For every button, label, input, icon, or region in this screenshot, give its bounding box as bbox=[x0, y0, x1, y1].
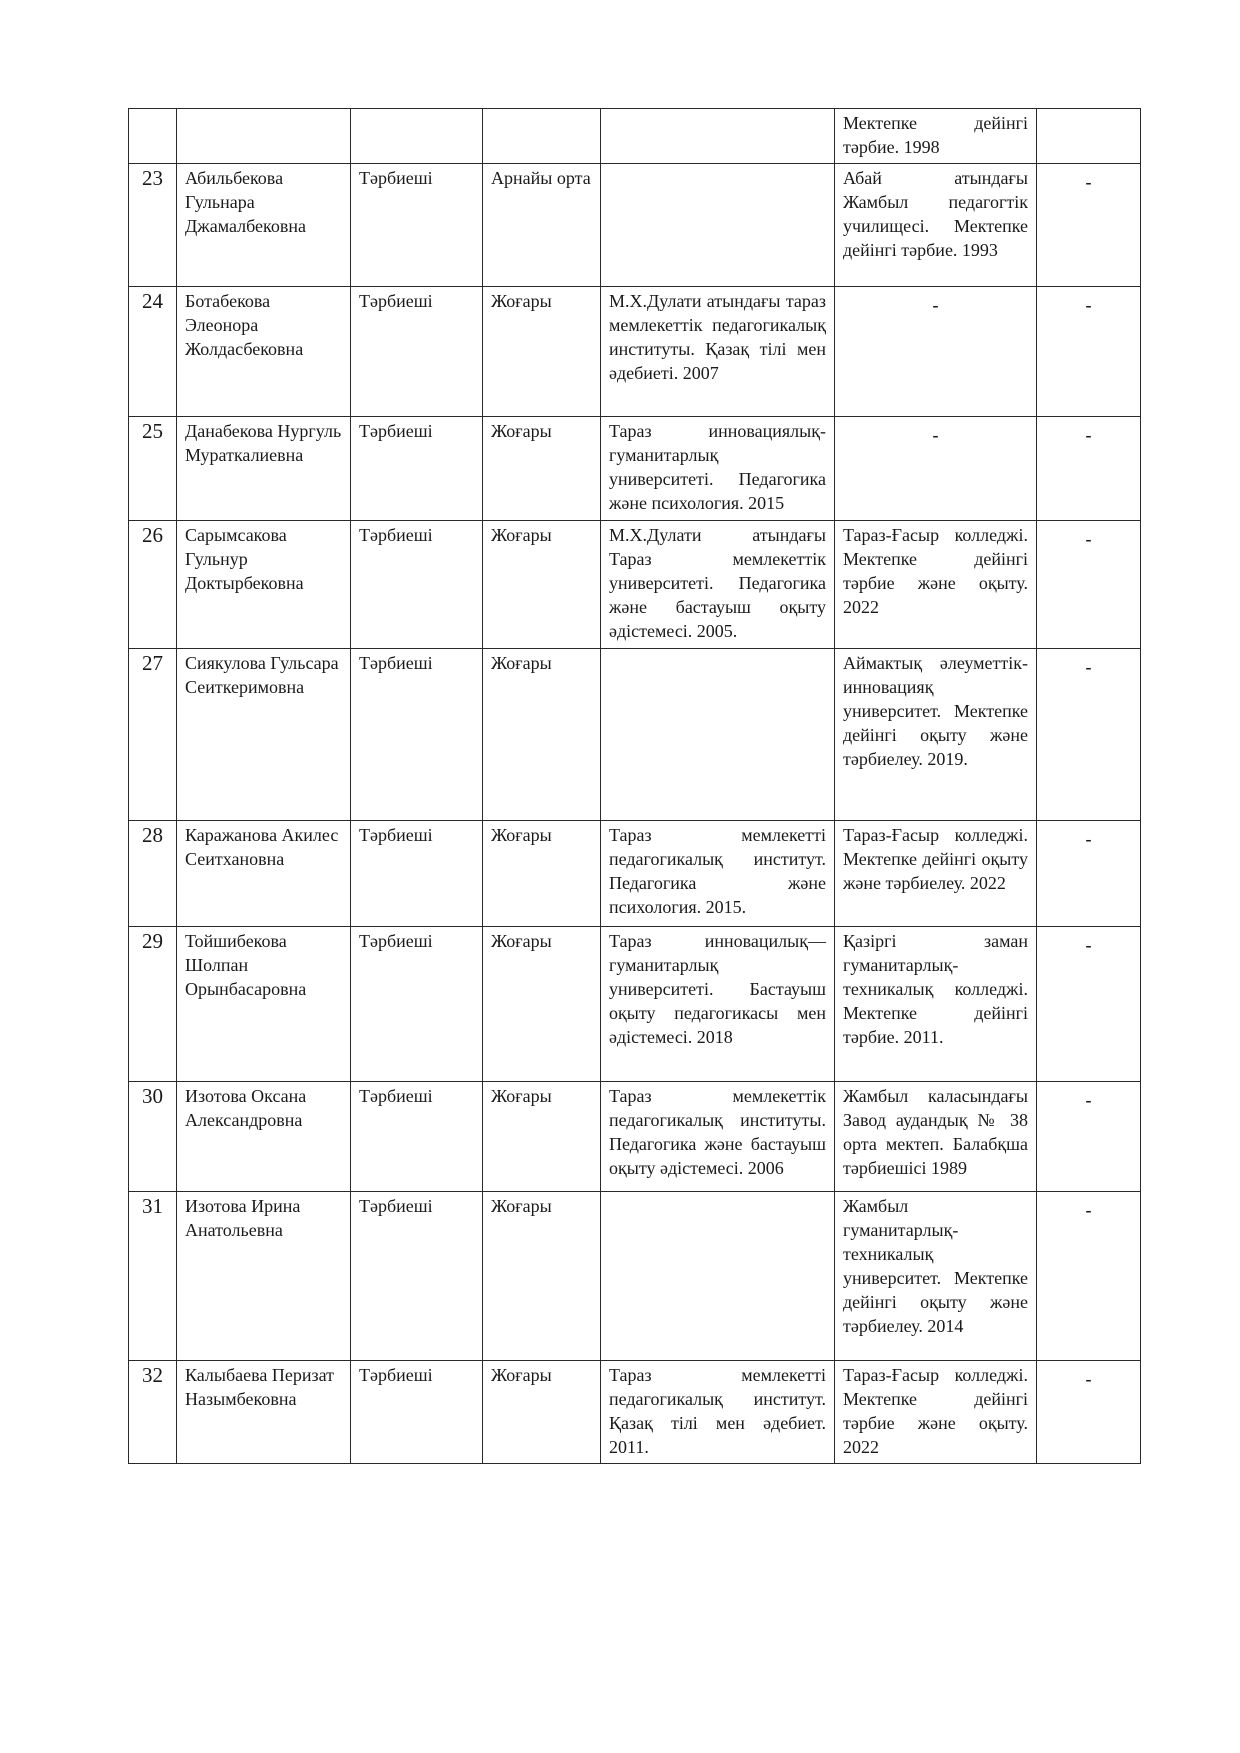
cell-name: Каражанова Акилес Сеитхановна bbox=[177, 821, 351, 927]
cell-number: 25 bbox=[129, 417, 177, 521]
table-row bbox=[129, 1082, 1141, 1192]
cell-note bbox=[1037, 417, 1141, 521]
cell-vocational-institution: Жамбыл гуманитарлық-техникалық университет. Мектепке дейінгі оқыту және тәрбиелеу. 2014 bbox=[835, 1192, 1037, 1361]
cell-number: 24 bbox=[129, 287, 177, 417]
cell-number: 26 bbox=[129, 521, 177, 649]
cell-vocational-institution bbox=[835, 417, 1037, 521]
cell-position: Тәрбиеші bbox=[351, 1082, 483, 1192]
cell-higher-institution: М.Х.Дулати атындағы Тараз мемлекеттік университеті. Педагогика және бастауыш оқыту әдістемесі. 2005. bbox=[601, 521, 835, 649]
table-row bbox=[129, 1192, 1141, 1361]
table-row bbox=[129, 417, 1141, 521]
cell-vocational-institution bbox=[835, 287, 1037, 417]
cell-number: 31 bbox=[129, 1192, 177, 1361]
cell-number: 29 bbox=[129, 927, 177, 1082]
cell-note bbox=[1037, 521, 1141, 649]
cell-education: Жоғары bbox=[483, 1361, 601, 1464]
cell-education: Жоғары bbox=[483, 417, 601, 521]
cell-position: Тәрбиеші bbox=[351, 287, 483, 417]
cell-position: Тәрбиеші bbox=[351, 1192, 483, 1361]
cell-name: Сарымсакова Гульнур Доктырбековна bbox=[177, 521, 351, 649]
cell-position bbox=[351, 109, 483, 164]
cell-note bbox=[1037, 927, 1141, 1082]
cell-education: Жоғары bbox=[483, 287, 601, 417]
cell-vocational-institution: Аймактық әлеуметтік-инновацияқ университет. Мектепке дейінгі оқыту және тәрбиелеу. 2019. bbox=[835, 649, 1037, 821]
dash-mark: - bbox=[932, 295, 939, 315]
cell-position: Тәрбиеші bbox=[351, 164, 483, 287]
table-row bbox=[129, 927, 1141, 1082]
table-row bbox=[129, 164, 1141, 287]
cell-number: 27 bbox=[129, 649, 177, 821]
dash-mark: - bbox=[1085, 1090, 1092, 1110]
cell-education: Жоғары bbox=[483, 521, 601, 649]
cell-vocational-institution: Тараз-Ғасыр колледжі. Мектепке дейінгі тәрбие және оқыту. 2022 bbox=[835, 521, 1037, 649]
dash-mark: - bbox=[1085, 295, 1092, 315]
cell-higher-institution: Тараз инновациялық-гуманитарлық университеті. Педагогика және психология. 2015 bbox=[601, 417, 835, 521]
cell-vocational-institution: Абай атындағы Жамбыл педагогтік училищесі. Мектепке дейінгі тәрбие. 1993 bbox=[835, 164, 1037, 287]
cell-education: Жоғары bbox=[483, 821, 601, 927]
cell-note bbox=[1037, 287, 1141, 417]
dash-mark: - bbox=[1085, 529, 1092, 549]
cell-education: Жоғары bbox=[483, 649, 601, 821]
cell-name: Изотова Оксана Александровна bbox=[177, 1082, 351, 1192]
table-row bbox=[129, 1361, 1141, 1464]
table-row bbox=[129, 821, 1141, 927]
dash-mark: - bbox=[1085, 657, 1092, 677]
cell-higher-institution bbox=[601, 109, 835, 164]
cell-position: Тәрбиеші bbox=[351, 927, 483, 1082]
table-row bbox=[129, 521, 1141, 649]
cell-higher-institution: Тараз мемлекеттік педагогикалық институты. Педагогика және бастауыш оқыту әдістемесі. 2006 bbox=[601, 1082, 835, 1192]
cell-name: Ботабекова Элеонора Жолдасбековна bbox=[177, 287, 351, 417]
cell-higher-institution: Тараз мемлекетті педагогикалық институт. Педагогика және психология. 2015. bbox=[601, 821, 835, 927]
table-row bbox=[129, 287, 1141, 417]
cell-higher-institution bbox=[601, 1192, 835, 1361]
cell-higher-institution: Тараз мемлекетті педагогикалық институт. Қазақ тілі мен әдебиет. 2011. bbox=[601, 1361, 835, 1464]
dash-mark: - bbox=[1085, 1369, 1092, 1389]
cell-vocational-institution: Мектепке дейінгі тәрбие. 1998 bbox=[835, 109, 1037, 164]
dash-mark: - bbox=[1085, 425, 1092, 445]
table-row bbox=[129, 649, 1141, 821]
dash-mark: - bbox=[1085, 1200, 1092, 1220]
cell-education bbox=[483, 109, 601, 164]
cell-vocational-institution: Қазіргі заман гуманитарлық-техникалық колледжі. Мектепке дейінгі тәрбие. 2011. bbox=[835, 927, 1037, 1082]
cell-number: 30 bbox=[129, 1082, 177, 1192]
dash-mark: - bbox=[1085, 172, 1092, 192]
dash-mark: - bbox=[1085, 829, 1092, 849]
cell-name: Изотова Ирина Анатольевна bbox=[177, 1192, 351, 1361]
dash-mark: - bbox=[932, 425, 939, 445]
dash-mark: - bbox=[1085, 935, 1092, 955]
cell-education: Жоғары bbox=[483, 1082, 601, 1192]
cell-vocational-institution: Тараз-Ғасыр колледжі. Мектепке дейінгі оқыту және тәрбиелеу. 2022 bbox=[835, 821, 1037, 927]
cell-education: Жоғары bbox=[483, 1192, 601, 1361]
staff-table bbox=[128, 108, 1141, 1464]
cell-position: Тәрбиеші bbox=[351, 1361, 483, 1464]
cell-name: Абильбекова Гульнара Джамалбековна bbox=[177, 164, 351, 287]
cell-note bbox=[1037, 649, 1141, 821]
cell-note bbox=[1037, 109, 1141, 164]
cell-note bbox=[1037, 164, 1141, 287]
cell-number: 28 bbox=[129, 821, 177, 927]
cell-name: Данабекова Нургуль Мураткалиевна bbox=[177, 417, 351, 521]
cell-name: Тойшибекова Шолпан Орынбасаровна bbox=[177, 927, 351, 1082]
table-row-continuation bbox=[129, 109, 1141, 164]
cell-name bbox=[177, 109, 351, 164]
cell-education: Жоғары bbox=[483, 927, 601, 1082]
cell-number bbox=[129, 109, 177, 164]
cell-education: Арнайы орта bbox=[483, 164, 601, 287]
cell-higher-institution bbox=[601, 164, 835, 287]
cell-vocational-institution: Жамбыл каласындағы Завод аудандық № 38 орта мектеп. Балабқша тәрбиешісі 1989 bbox=[835, 1082, 1037, 1192]
cell-number: 32 bbox=[129, 1361, 177, 1464]
cell-name: Сиякулова Гульсара Сеиткеримовна bbox=[177, 649, 351, 821]
cell-vocational-institution: Тараз-Ғасыр колледжі. Мектепке дейінгі тәрбие және оқыту. 2022 bbox=[835, 1361, 1037, 1464]
cell-note bbox=[1037, 1361, 1141, 1464]
cell-position: Тәрбиеші bbox=[351, 521, 483, 649]
cell-position: Тәрбиеші bbox=[351, 821, 483, 927]
cell-note bbox=[1037, 821, 1141, 927]
cell-higher-institution: М.Х.Дулати атындағы тараз мемлекеттік педагогикалық институты. Қазақ тілі мен әдебиеті. 2007 bbox=[601, 287, 835, 417]
cell-note bbox=[1037, 1082, 1141, 1192]
cell-number: 23 bbox=[129, 164, 177, 287]
cell-name: Калыбаева Перизат Назымбековна bbox=[177, 1361, 351, 1464]
cell-position: Тәрбиеші bbox=[351, 417, 483, 521]
cell-note bbox=[1037, 1192, 1141, 1361]
cell-higher-institution bbox=[601, 649, 835, 821]
cell-position: Тәрбиеші bbox=[351, 649, 483, 821]
cell-higher-institution: Тараз инновацилық—гуманитарлық университеті. Бастауыш оқыту педагогикасы мен әдістемесі. 2018 bbox=[601, 927, 835, 1082]
